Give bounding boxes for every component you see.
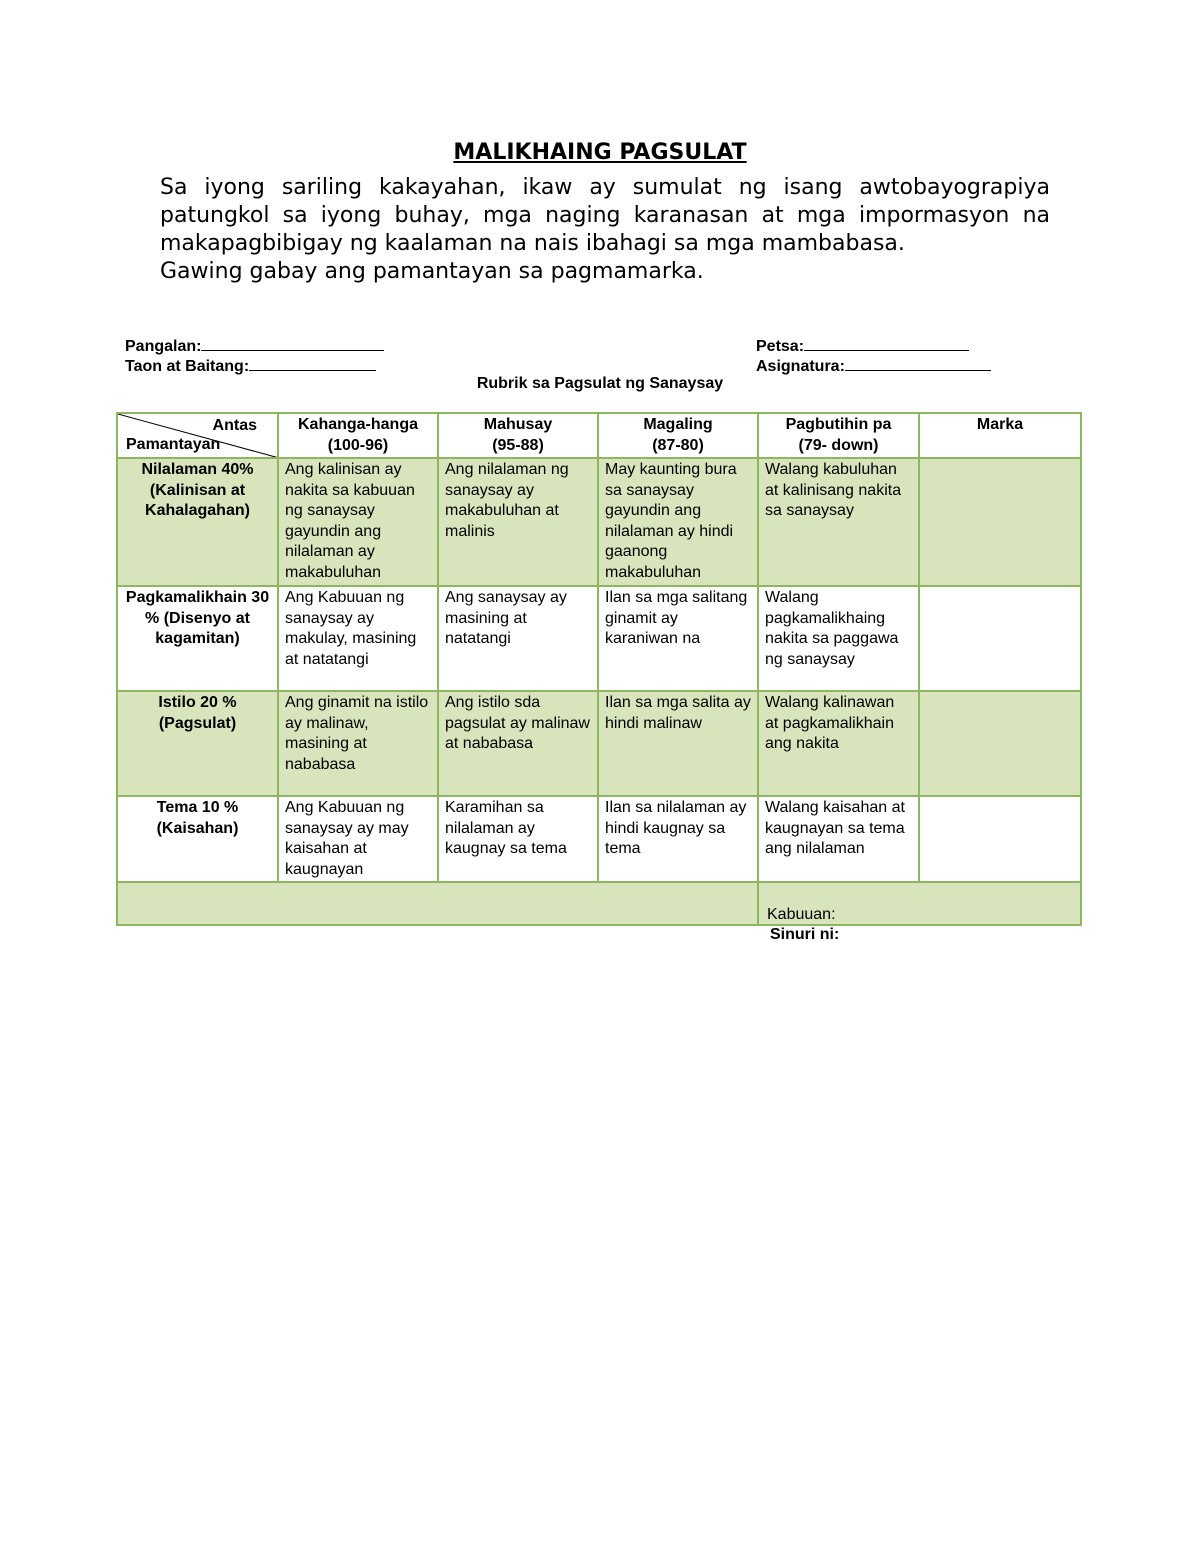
marka-cell[interactable] <box>919 691 1081 796</box>
rubric-cell: Ang kalinisan ay nakita sa kabuuan ng sanaysay gayundin ang nilalaman ay makabuluhan <box>278 458 438 586</box>
rubric-cell: Walang pagkamalikhaing nakita sa paggawa ng sanaysay <box>758 586 919 691</box>
criterion-pagkamalikhain: Pagkamalikhain 30 % (Disenyo at kagamitan) <box>117 586 278 691</box>
footer-blank-cell <box>117 882 758 925</box>
rubric-cell: Walang kalinawan at pagkamalikhain ang nakita <box>758 691 919 796</box>
header-name: Pagbutihin pa <box>785 416 892 433</box>
petsa-blank[interactable] <box>804 336 969 351</box>
header-range: (100-96) <box>327 436 389 454</box>
header-magaling <box>598 413 758 458</box>
table-row <box>117 586 1081 691</box>
table-row <box>117 691 1081 796</box>
header-mahusay <box>438 413 598 458</box>
header-name: Mahusay <box>483 416 553 433</box>
marka-cell[interactable] <box>919 458 1081 586</box>
sinuri-label: Sinuri ni: <box>770 926 840 943</box>
rubric-cell: Walang kaisahan at kaugnayan sa tema ang nilalaman <box>758 796 919 882</box>
rubric-cell: Ilan sa mga salitang ginamit ay karaniwan na <box>598 586 758 691</box>
corner-header <box>117 413 278 458</box>
footer-summary-cell <box>758 882 1081 925</box>
rubric-cell: Ang sanaysay ay masining at natatangi <box>438 586 598 691</box>
rubric-cell: May kaunting bura sa sanaysay gayundin ang nilalaman ay hindi gaanong makabuluhan <box>598 458 758 586</box>
header-name: Magaling <box>643 416 713 433</box>
asignatura-blank[interactable] <box>845 356 991 371</box>
rubric-header-row <box>117 413 1081 458</box>
rubric-cell: Ilan sa mga salita ay hindi malinaw <box>598 691 758 796</box>
instructions-guide-line: Gawing gabay ang pamantayan sa pagmamarka. <box>160 259 704 284</box>
taon-label: Taon at Baitang: <box>125 358 250 375</box>
header-pagbutihin <box>758 413 919 458</box>
header-range: (87-80) <box>652 436 704 454</box>
header-marka <box>919 413 1081 458</box>
asignatura-label: Asignatura: <box>756 358 845 375</box>
rubric-cell: Ang Kabuuan ng sanaysay ay may kaisahan at kaugnayan <box>278 796 438 882</box>
rubric-cell: Ang istilo sda pagsulat ay malinaw at nababasa <box>438 691 598 796</box>
criterion-tema: Tema 10 % (Kaisahan) <box>117 796 278 882</box>
criterion-istilo: Istilo 20 % (Pagsulat) <box>117 691 278 796</box>
asignatura-field <box>756 356 991 377</box>
rubric-title: Rubrik sa Pagsulat ng Sanaysay <box>476 375 724 392</box>
instructions <box>160 174 1050 286</box>
criterion-nilalaman: Nilalaman 40% (Kalinisan at Kahalagahan) <box>117 458 278 586</box>
table-row <box>117 458 1081 586</box>
rubric-cell: Ang Kabuuan ng sanaysay ay makulay, masining at natatangi <box>278 586 438 691</box>
marka-cell[interactable] <box>919 796 1081 882</box>
rubric-cell: Ang nilalaman ng sanaysay ay makabuluhan at malinis <box>438 458 598 586</box>
header-name: Kahanga-hanga <box>297 416 418 433</box>
table-row <box>117 796 1081 882</box>
pamantayan-label: Pamantayan <box>126 435 221 453</box>
taon-blank[interactable] <box>249 356 376 371</box>
header-name: Marka <box>976 416 1024 433</box>
table-footer-row <box>117 882 1081 925</box>
petsa-label: Petsa: <box>756 338 805 355</box>
rubric-cell: Ilan sa nilalaman ay hindi kaugnay sa tema <box>598 796 758 882</box>
rubric-table <box>116 412 1082 926</box>
document-title: MALIKHAING PAGSULAT <box>453 140 747 165</box>
rubric-cell: Ang ginamit na istilo ay malinaw, masining at nababasa <box>278 691 438 796</box>
petsa-field <box>756 336 969 357</box>
taon-field <box>125 356 376 377</box>
header-range: (95-88) <box>492 436 544 454</box>
pangalan-blank[interactable] <box>201 336 384 351</box>
header-range: (79- down) <box>798 436 879 454</box>
rubric-cell: Walang kabuluhan at kalinisang nakita sa sanaysay <box>758 458 919 586</box>
header-kahanga-hanga <box>278 413 438 458</box>
instructions-paragraph: Sa iyong sariling kakayahan, ikaw ay sumulat ng isang awtobayograpiya patungkol sa iyong buhay, mga naging karanasan at mga impormasyon na makapagbibigay ng kaalaman na nais ibahagi sa mga mambabasa. <box>160 175 1050 256</box>
marka-cell[interactable] <box>919 586 1081 691</box>
rubric-cell: Karamihan sa nilalaman ay kaugnay sa tema <box>438 796 598 882</box>
pangalan-label: Pangalan: <box>125 338 202 355</box>
antas-label: Antas <box>212 417 257 434</box>
pangalan-field <box>125 336 384 357</box>
kabuuan-label: Kabuuan: <box>767 906 836 923</box>
